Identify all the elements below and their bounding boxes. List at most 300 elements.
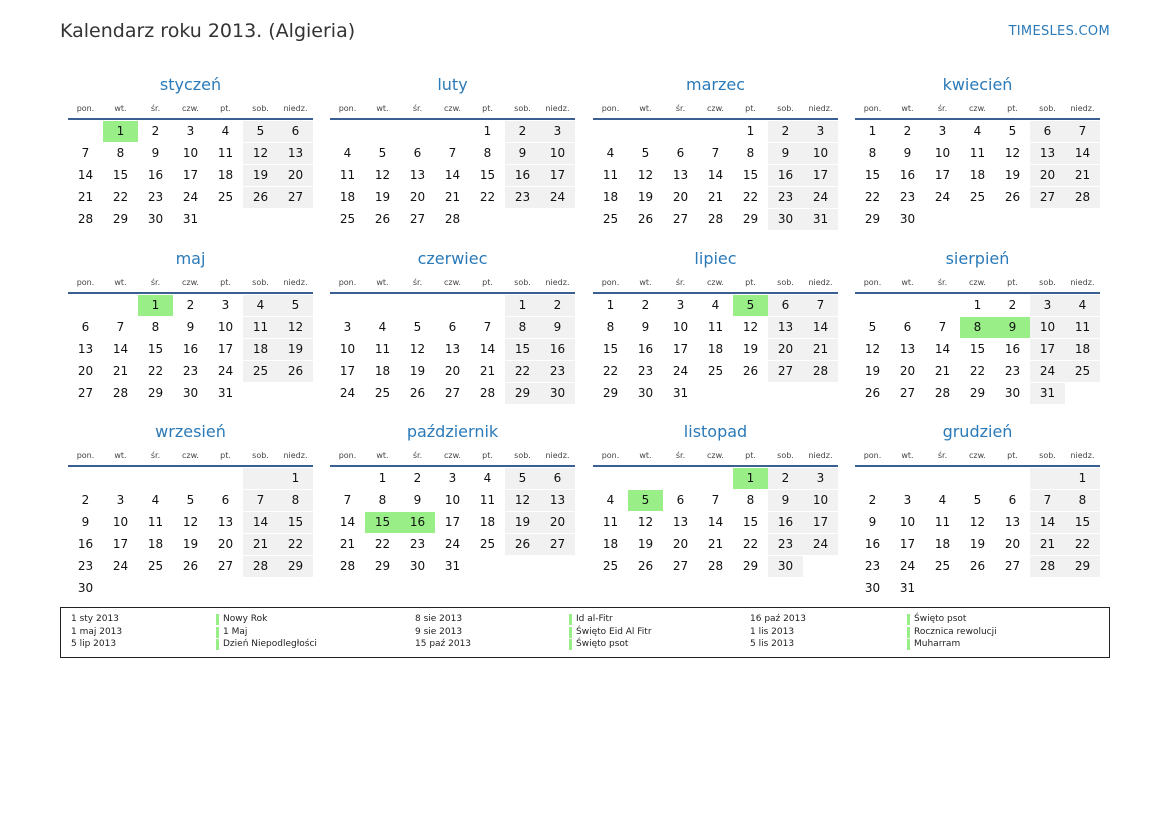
month-block	[330, 419, 575, 577]
weekday-label: wt.	[639, 103, 652, 113]
holiday-day-cell: 5	[733, 295, 768, 316]
day-cell: 19	[742, 342, 759, 356]
weekday-label: sob.	[252, 450, 269, 460]
day-cell: 6	[676, 493, 685, 507]
empty-day-cell	[243, 468, 278, 489]
day-cell: 10	[934, 146, 951, 160]
day-cell: 4	[483, 471, 492, 485]
legend-date: 5 lis 2013	[750, 639, 795, 649]
weekday-label: wt.	[376, 450, 389, 460]
empty-day-cell	[925, 209, 960, 230]
day-cell: 3	[803, 468, 838, 489]
legend-date: 16 paź 2013	[750, 614, 807, 624]
day-cell: 12	[742, 320, 759, 334]
day-cell: 5	[641, 146, 650, 160]
day-cell: 20	[217, 537, 234, 551]
day-cell: 11	[969, 146, 986, 160]
empty-day-cell	[768, 383, 803, 404]
empty-day-cell	[435, 295, 470, 316]
day-cell: 12	[409, 342, 426, 356]
day-cell: 8	[746, 146, 755, 160]
week-row	[68, 295, 313, 316]
day-cell: 30	[77, 581, 94, 595]
day-cell: 22	[505, 361, 540, 382]
weekday-label: sob.	[252, 103, 269, 113]
day-cell: 12	[243, 143, 278, 164]
weekday-label: pt.	[220, 103, 231, 113]
weekday-label: sob.	[777, 450, 794, 460]
legend-date: 8 sie 2013	[415, 614, 463, 624]
day-cell: 30	[409, 559, 426, 573]
day-cell: 20	[672, 537, 689, 551]
week-row	[68, 165, 313, 186]
weekday-label: pt.	[1007, 450, 1018, 460]
empty-day-cell	[995, 209, 1030, 230]
day-cell: 10	[803, 490, 838, 511]
week-row	[855, 383, 1100, 404]
empty-day-cell	[1065, 383, 1100, 404]
day-cell: 10	[672, 320, 689, 334]
day-cell: 24	[540, 187, 575, 208]
legend-dates-1	[71, 613, 122, 651]
month-block	[330, 246, 575, 404]
day-cell: 22	[147, 364, 164, 378]
week-row	[855, 165, 1100, 186]
day-cell: 18	[1065, 339, 1100, 360]
legend-date: 15 paź 2013	[415, 639, 472, 649]
weekday-label: śr.	[150, 103, 161, 113]
week-row	[855, 317, 1100, 338]
weekday-label: niedz.	[283, 450, 308, 460]
day-cell: 18	[602, 537, 619, 551]
weekday-header	[855, 98, 1100, 120]
day-cell: 23	[1004, 364, 1021, 378]
day-cell: 15	[864, 168, 881, 182]
day-cell: 5	[1008, 124, 1017, 138]
day-cell: 23	[768, 534, 803, 555]
day-cell: 7	[243, 490, 278, 511]
weekday-label: pon.	[76, 103, 95, 113]
day-cell: 4	[221, 124, 230, 138]
day-cell: 24	[217, 364, 234, 378]
empty-day-cell	[1030, 578, 1065, 599]
day-cell: 30	[637, 386, 654, 400]
day-cell: 13	[540, 490, 575, 511]
weekday-label: czw.	[707, 103, 724, 113]
day-cell: 22	[374, 537, 391, 551]
empty-day-cell	[855, 468, 890, 489]
empty-day-cell	[995, 578, 1030, 599]
day-cell: 23	[77, 559, 94, 573]
day-cell: 4	[1065, 295, 1100, 316]
day-cell: 9	[413, 493, 422, 507]
week-row	[330, 143, 575, 164]
weekday-label: czw.	[444, 450, 461, 460]
day-cell: 19	[505, 512, 540, 533]
day-cell: 5	[413, 320, 422, 334]
weekday-label: pt.	[745, 103, 756, 113]
day-cell: 22	[278, 534, 313, 555]
day-cell: 3	[938, 124, 947, 138]
day-cell: 2	[505, 121, 540, 142]
day-cell: 19	[1004, 168, 1021, 182]
month-name: grudzień	[942, 422, 1013, 441]
empty-day-cell	[628, 468, 663, 489]
empty-day-cell	[698, 383, 733, 404]
month-block	[855, 419, 1100, 599]
day-cell: 14	[707, 515, 724, 529]
day-cell: 11	[934, 515, 951, 529]
empty-day-cell	[173, 578, 208, 599]
empty-day-cell	[663, 468, 698, 489]
day-cell: 28	[803, 361, 838, 382]
day-cell: 16	[768, 165, 803, 186]
day-cell: 12	[278, 317, 313, 338]
day-cell: 13	[672, 168, 689, 182]
day-cell: 3	[803, 121, 838, 142]
day-cell: 7	[1065, 121, 1100, 142]
weekday-label: niedz.	[808, 277, 833, 287]
day-cell: 17	[217, 342, 234, 356]
day-cell: 29	[742, 212, 759, 226]
month-name: sierpień	[945, 249, 1010, 268]
day-cell: 16	[899, 168, 916, 182]
day-cell: 15	[742, 168, 759, 182]
day-cell: 21	[1030, 534, 1065, 555]
day-cell: 28	[707, 212, 724, 226]
day-cell: 26	[864, 386, 881, 400]
week-row	[593, 490, 838, 511]
week-row	[330, 295, 575, 316]
empty-day-cell	[470, 209, 505, 230]
day-cell: 2	[868, 493, 877, 507]
day-cell: 15	[505, 339, 540, 360]
day-cell: 11	[602, 168, 619, 182]
weekday-label: niedz.	[283, 103, 308, 113]
week-row	[593, 512, 838, 533]
day-cell: 14	[803, 317, 838, 338]
day-cell: 8	[746, 493, 755, 507]
day-cell: 1	[746, 124, 755, 138]
day-cell: 24	[1030, 361, 1065, 382]
day-cell: 27	[278, 187, 313, 208]
week-row	[68, 534, 313, 555]
day-cell: 16	[77, 537, 94, 551]
day-cell: 1	[505, 295, 540, 316]
week-row	[330, 490, 575, 511]
week-row	[330, 383, 575, 404]
day-cell: 30	[864, 581, 881, 595]
weekday-label: czw.	[444, 103, 461, 113]
empty-day-cell	[278, 209, 313, 230]
week-row	[593, 187, 838, 208]
day-cell: 15	[602, 342, 619, 356]
day-cell: 11	[147, 515, 164, 529]
day-cell: 1	[868, 124, 877, 138]
weekday-label: sob.	[1039, 277, 1056, 287]
day-cell: 26	[637, 212, 654, 226]
empty-day-cell	[278, 578, 313, 599]
weekday-label: czw.	[182, 103, 199, 113]
weekday-header	[68, 445, 313, 467]
day-cell: 23	[864, 559, 881, 573]
day-cell: 28	[444, 212, 461, 226]
day-cell: 14	[339, 515, 356, 529]
day-cell: 26	[182, 559, 199, 573]
day-cell: 9	[768, 143, 803, 164]
day-cell: 25	[217, 190, 234, 204]
weekday-label: wt.	[114, 450, 127, 460]
weekday-label: niedz.	[1070, 103, 1095, 113]
day-cell: 25	[147, 559, 164, 573]
day-cell: 27	[217, 559, 234, 573]
empty-day-cell	[505, 209, 540, 230]
day-cell: 22	[742, 190, 759, 204]
month-block	[855, 72, 1100, 230]
day-cell: 16	[147, 168, 164, 182]
day-cell: 3	[221, 298, 230, 312]
weekday-label: czw.	[707, 277, 724, 287]
week-row	[855, 578, 1100, 599]
day-cell: 10	[339, 342, 356, 356]
legend-names-2	[569, 613, 652, 651]
legend-date: 1 sty 2013	[71, 614, 119, 624]
day-cell: 19	[969, 537, 986, 551]
day-cell: 18	[243, 339, 278, 360]
day-cell: 26	[409, 386, 426, 400]
weekday-label: śr.	[937, 103, 948, 113]
day-cell: 31	[899, 581, 916, 595]
day-cell: 27	[672, 559, 689, 573]
week-row	[330, 556, 575, 577]
day-cell: 13	[278, 143, 313, 164]
day-cell: 30	[1004, 386, 1021, 400]
day-cell: 25	[707, 364, 724, 378]
day-cell: 4	[973, 124, 982, 138]
week-row	[855, 187, 1100, 208]
day-cell: 23	[540, 361, 575, 382]
month-name: październik	[406, 422, 499, 441]
day-cell: 14	[444, 168, 461, 182]
legend-dates-3	[750, 613, 806, 651]
day-cell: 18	[374, 364, 391, 378]
day-cell: 15	[147, 342, 164, 356]
weekday-label: wt.	[114, 277, 127, 287]
day-cell: 26	[374, 212, 391, 226]
weekday-label: sob.	[252, 277, 269, 287]
day-cell: 18	[339, 190, 356, 204]
day-cell: 6	[540, 468, 575, 489]
weekday-label: sob.	[777, 103, 794, 113]
day-cell: 23	[147, 190, 164, 204]
day-cell: 3	[116, 493, 125, 507]
day-cell: 27	[672, 212, 689, 226]
day-cell: 24	[803, 534, 838, 555]
day-cell: 20	[444, 364, 461, 378]
day-cell: 31	[672, 386, 689, 400]
day-cell: 20	[1030, 165, 1065, 186]
day-cell: 17	[339, 364, 356, 378]
week-row	[855, 361, 1100, 382]
empty-day-cell	[960, 578, 995, 599]
day-cell: 23	[899, 190, 916, 204]
day-cell: 31	[1030, 383, 1065, 404]
weekday-label: czw.	[969, 277, 986, 287]
day-cell: 7	[483, 320, 492, 334]
day-cell: 5	[868, 320, 877, 334]
empty-day-cell	[1030, 209, 1065, 230]
day-cell: 17	[112, 537, 129, 551]
weekday-label: niedz.	[808, 103, 833, 113]
day-cell: 29	[374, 559, 391, 573]
weekday-label: wt.	[114, 103, 127, 113]
day-cell: 9	[868, 515, 877, 529]
empty-day-cell	[593, 468, 628, 489]
day-cell: 2	[413, 471, 422, 485]
day-cell: 18	[707, 342, 724, 356]
weekday-label: wt.	[376, 103, 389, 113]
day-cell: 28	[77, 212, 94, 226]
day-cell: 19	[182, 537, 199, 551]
day-cell: 8	[483, 146, 492, 160]
day-cell: 12	[969, 515, 986, 529]
empty-day-cell	[68, 121, 103, 142]
holiday-day-cell: 16	[400, 512, 435, 533]
day-cell: 25	[339, 212, 356, 226]
weekday-label: czw.	[969, 103, 986, 113]
week-row	[68, 361, 313, 382]
day-cell: 29	[864, 212, 881, 226]
week-row	[593, 534, 838, 555]
day-cell: 28	[112, 386, 129, 400]
empty-day-cell	[698, 121, 733, 142]
day-cell: 14	[243, 512, 278, 533]
day-cell: 6	[676, 146, 685, 160]
empty-day-cell	[803, 556, 838, 577]
week-row	[593, 556, 838, 577]
day-cell: 3	[540, 121, 575, 142]
weekday-label: śr.	[412, 103, 423, 113]
weekday-label: wt.	[639, 277, 652, 287]
day-cell: 30	[768, 556, 803, 577]
day-cell: 12	[637, 168, 654, 182]
weekday-label: pt.	[482, 103, 493, 113]
day-cell: 6	[221, 493, 230, 507]
day-cell: 20	[1004, 537, 1021, 551]
day-cell: 13	[77, 342, 94, 356]
day-cell: 17	[803, 165, 838, 186]
month-name: maj	[175, 249, 206, 268]
week-row	[593, 121, 838, 142]
weekday-header	[855, 445, 1100, 467]
day-cell: 9	[540, 317, 575, 338]
day-cell: 16	[1004, 342, 1021, 356]
day-cell: 21	[479, 364, 496, 378]
day-cell: 2	[1008, 298, 1017, 312]
month-block	[330, 72, 575, 230]
empty-day-cell	[470, 295, 505, 316]
empty-day-cell	[435, 121, 470, 142]
week-row	[593, 361, 838, 382]
empty-day-cell	[208, 468, 243, 489]
day-cell: 6	[448, 320, 457, 334]
day-cell: 15	[278, 512, 313, 533]
week-row	[855, 490, 1100, 511]
day-cell: 10	[182, 146, 199, 160]
day-cell: 26	[1004, 190, 1021, 204]
empty-day-cell	[1065, 209, 1100, 230]
day-cell: 20	[278, 165, 313, 186]
day-cell: 4	[606, 493, 615, 507]
day-cell: 18	[969, 168, 986, 182]
day-cell: 21	[444, 190, 461, 204]
day-cell: 20	[540, 512, 575, 533]
day-cell: 26	[243, 187, 278, 208]
day-cell: 25	[479, 537, 496, 551]
weekday-label: śr.	[937, 450, 948, 460]
holiday-day-cell: 9	[995, 317, 1030, 338]
day-cell: 17	[899, 537, 916, 551]
day-cell: 10	[899, 515, 916, 529]
weekday-label: sob.	[777, 277, 794, 287]
weekday-label: pt.	[482, 277, 493, 287]
month-name: wrzesień	[155, 422, 226, 441]
day-cell: 21	[707, 537, 724, 551]
empty-day-cell	[103, 578, 138, 599]
empty-day-cell	[243, 209, 278, 230]
holiday-day-cell: 1	[733, 468, 768, 489]
weekday-header	[68, 272, 313, 294]
day-cell: 28	[707, 559, 724, 573]
day-cell: 24	[112, 559, 129, 573]
weekday-label: czw.	[969, 450, 986, 460]
site-link[interactable]: TIMESLES.COM	[1008, 24, 1110, 39]
day-cell: 16	[182, 342, 199, 356]
day-cell: 19	[278, 339, 313, 360]
day-cell: 29	[1065, 556, 1100, 577]
week-row	[68, 339, 313, 360]
day-cell: 4	[151, 493, 160, 507]
weekday-label: pt.	[220, 277, 231, 287]
day-cell: 12	[637, 515, 654, 529]
month-name: styczeń	[159, 75, 222, 94]
week-row	[68, 383, 313, 404]
day-cell: 17	[182, 168, 199, 182]
day-cell: 11	[374, 342, 391, 356]
weekday-label: pon.	[863, 450, 882, 460]
day-cell: 24	[182, 190, 199, 204]
day-cell: 5	[973, 493, 982, 507]
week-row	[855, 143, 1100, 164]
empty-day-cell	[138, 468, 173, 489]
day-cell: 5	[278, 295, 313, 316]
legend-holiday-name: Święto Eid Al Fitr	[569, 626, 652, 639]
day-cell: 2	[641, 298, 650, 312]
legend-holiday-name: Dzień Niepodległości	[216, 638, 317, 651]
day-cell: 12	[374, 168, 391, 182]
legend-names-3	[907, 613, 997, 651]
weekday-label: niedz.	[545, 277, 570, 287]
empty-day-cell	[173, 468, 208, 489]
weekday-label: śr.	[412, 277, 423, 287]
day-cell: 27	[540, 534, 575, 555]
empty-day-cell	[733, 383, 768, 404]
day-cell: 9	[186, 320, 195, 334]
day-cell: 29	[112, 212, 129, 226]
day-cell: 7	[81, 146, 90, 160]
day-cell: 7	[711, 493, 720, 507]
legend-holiday-name: Nowy Rok	[216, 613, 317, 626]
